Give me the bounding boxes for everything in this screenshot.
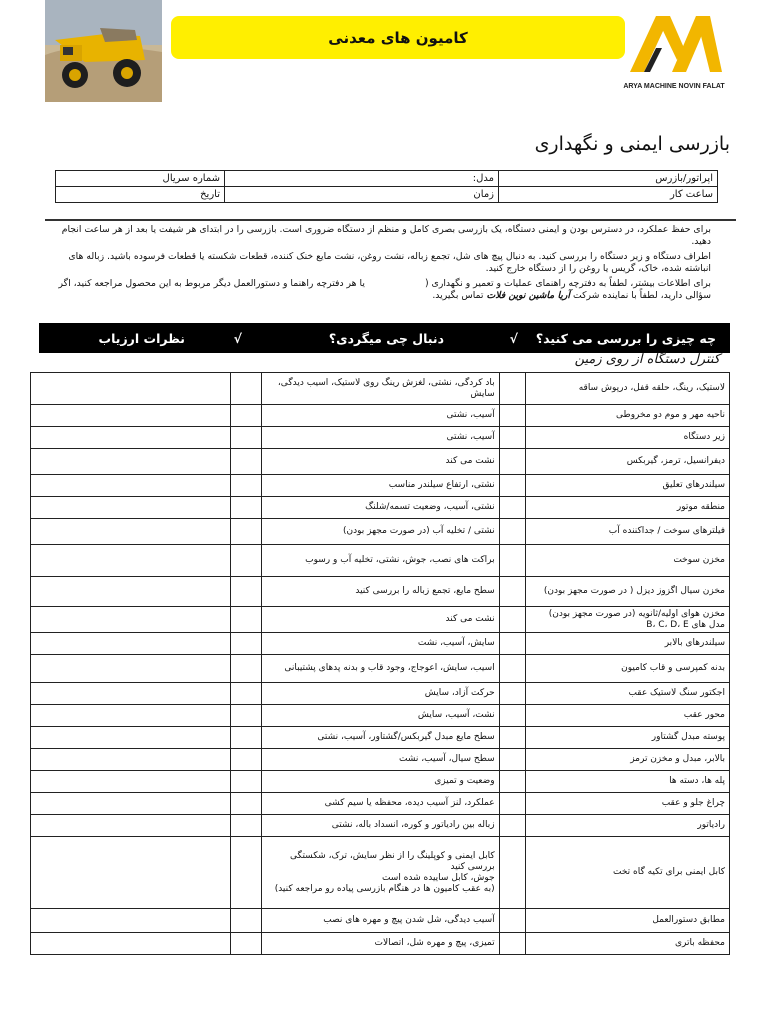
check-cell[interactable]	[231, 815, 262, 837]
check-cell[interactable]	[231, 545, 262, 577]
table-row	[31, 427, 730, 449]
item-cell: کابل ایمنی برای تکیه گاه تخت	[526, 837, 730, 909]
comments-cell[interactable]	[31, 815, 231, 837]
look-for-cell: حرکت آزاد، سایش	[261, 683, 499, 705]
checklist-table	[30, 372, 730, 955]
comments-cell[interactable]	[31, 607, 231, 633]
check-cell[interactable]	[499, 373, 526, 405]
check-cell[interactable]	[231, 771, 262, 793]
item-cell: بالابر، مبدل و مخزن ترمز	[526, 749, 730, 771]
check-cell[interactable]	[499, 545, 526, 577]
item-cell: زیر دستگاه	[526, 427, 730, 449]
comments-cell[interactable]	[31, 475, 231, 497]
header-check-mark-2: √	[233, 331, 242, 346]
table-row	[31, 815, 730, 837]
table-row	[31, 607, 730, 633]
comments-cell[interactable]	[31, 727, 231, 749]
hours-label: ساعت کار	[499, 187, 718, 203]
header-look-for: دنبال چی میگردی؟	[328, 331, 444, 346]
operator-label: اپراتور/بازرس	[499, 171, 718, 187]
look-for-cell: کابل ایمنی و کوپلینگ را از نظر سایش، ترک، شکستگی بررسی کنید جوش، کابل ساییده شده است (به عقب کامیون ها در هنگام بازرسی پیاده رو مراجعه کنید)	[261, 837, 499, 909]
table-row	[31, 837, 730, 909]
check-cell[interactable]	[231, 837, 262, 909]
check-cell[interactable]	[499, 607, 526, 633]
check-cell[interactable]	[499, 727, 526, 749]
look-for-cell: سطح مایع مبدل گیربکس/گشتاور، آسیب، نشتی	[261, 727, 499, 749]
table-row	[31, 577, 730, 607]
comments-cell[interactable]	[31, 683, 231, 705]
check-cell[interactable]	[231, 793, 262, 815]
look-for-cell: نشتی، ارتفاع سیلندر مناسب	[261, 475, 499, 497]
check-cell[interactable]	[231, 909, 262, 933]
look-for-cell: عملکرد، لنز آسیب دیده، محفظه یا سیم کشی	[261, 793, 499, 815]
comments-cell[interactable]	[31, 519, 231, 545]
table-row	[31, 727, 730, 749]
table-row	[31, 655, 730, 683]
check-cell[interactable]	[499, 771, 526, 793]
table-row	[31, 933, 730, 955]
item-cell: پوسته مبدل گشتاور	[526, 727, 730, 749]
item-cell: پله ها، دسته ها	[526, 771, 730, 793]
table-row	[31, 749, 730, 771]
check-cell[interactable]	[231, 577, 262, 607]
intro-paragraph-2: اطراف دستگاه و زیر دستگاه را بررسی کنید. به دنبال پیچ های شل، تجمع زباله، نشت روغن، نشت مایع خنک کننده، قطعات شکسته یا قطعات فرسوده باشید. زباله های انباشته شده، خاک، گریس یا روغن را از دستگاه خارج کنید.	[68, 251, 711, 274]
look-for-cell: زباله بین رادیاتور و کوره، انسداد باله، نشتی	[261, 815, 499, 837]
mining-truck-image	[45, 0, 162, 102]
check-cell[interactable]	[231, 497, 262, 519]
table-row	[31, 793, 730, 815]
comments-cell[interactable]	[31, 655, 231, 683]
banner-title: کامیون های معدنی	[328, 28, 468, 47]
table-row	[31, 633, 730, 655]
look-for-cell: نشتی / تخلیه آب (در صورت مجهز بودن)	[261, 519, 499, 545]
table-row	[31, 373, 730, 405]
comments-cell[interactable]	[31, 545, 231, 577]
table-row	[31, 449, 730, 475]
table-row	[31, 705, 730, 727]
item-cell: مخزن سیال اگزوز دیزل ( در صورت مجهز بودن)	[526, 577, 730, 607]
check-cell[interactable]	[499, 933, 526, 955]
item-cell: محفظه باتری	[526, 933, 730, 955]
time-label: زمان	[225, 187, 499, 203]
comments-cell[interactable]	[31, 449, 231, 475]
check-cell[interactable]	[499, 449, 526, 475]
company-logo	[622, 8, 727, 94]
check-cell[interactable]	[231, 475, 262, 497]
table-row	[31, 405, 730, 427]
serial-label: شماره سریال	[56, 171, 225, 187]
check-cell[interactable]	[231, 449, 262, 475]
look-for-cell: آسیب، نشتی	[261, 427, 499, 449]
check-cell[interactable]	[231, 633, 262, 655]
item-cell: چراغ جلو و عقب	[526, 793, 730, 815]
item-cell: رادیاتور	[526, 815, 730, 837]
comments-cell[interactable]	[31, 405, 231, 427]
check-cell[interactable]	[499, 683, 526, 705]
comments-cell[interactable]	[31, 749, 231, 771]
check-cell[interactable]	[499, 405, 526, 427]
look-for-cell: باد کردگی، نشتی، لغزش رینگ روی لاستیک، اسیب دیدگی، سایش	[261, 373, 499, 405]
check-cell[interactable]	[499, 497, 526, 519]
item-cell: سیلندرهای بالابر	[526, 633, 730, 655]
table-row	[31, 545, 730, 577]
table-row	[31, 683, 730, 705]
check-cell[interactable]	[499, 475, 526, 497]
checklist-header	[39, 323, 730, 353]
intro-text	[45, 224, 711, 305]
look-for-cell: نشت می کند	[261, 607, 499, 633]
table-row	[31, 497, 730, 519]
check-cell[interactable]	[231, 727, 262, 749]
check-cell[interactable]	[231, 933, 262, 955]
check-cell[interactable]	[499, 427, 526, 449]
check-cell[interactable]	[499, 749, 526, 771]
item-cell: محور عقب	[526, 705, 730, 727]
header-banner	[171, 16, 625, 59]
look-for-cell: آسیب دیدگی، شل شدن پیچ و مهره های نصب	[261, 909, 499, 933]
look-for-cell: براکت های نصب، جوش، نشتی، تخلیه آب و رسوب	[261, 545, 499, 577]
look-for-cell: سطح مایع، تجمع زباله را بررسی کنید	[261, 577, 499, 607]
check-cell[interactable]	[231, 373, 262, 405]
comments-cell[interactable]	[31, 909, 231, 933]
info-table	[55, 170, 718, 203]
check-cell[interactable]	[231, 683, 262, 705]
comments-cell[interactable]	[31, 427, 231, 449]
item-cell: فیلترهای سوخت / جداکننده آب	[526, 519, 730, 545]
look-for-cell: سایش، آسیب، نشت	[261, 633, 499, 655]
check-cell[interactable]	[231, 655, 262, 683]
comments-cell[interactable]	[31, 771, 231, 793]
comments-cell[interactable]	[31, 373, 231, 405]
check-cell[interactable]	[499, 655, 526, 683]
item-cell: مخزن هوای اولیه/ثانویه (در صورت مجهز بودن) مدل های B، C، D، E	[526, 607, 730, 633]
comments-cell[interactable]	[31, 633, 231, 655]
divider	[45, 219, 736, 221]
look-for-cell: اسیب، سایش، اعوجاج، وجود قاب و بدنه پدهای پشتیبانی	[261, 655, 499, 683]
check-cell[interactable]	[499, 519, 526, 545]
intro-paragraph-3: برای اطلاعات بیشتر، لطفاً به دفترچه راهنمای عملیات و تعمیر و نگهداری (یا هر دفترچه راهنما و دستورالعمل دیگر مربوط به این محصول مراجعه کنید، اگر سؤالی دارید، لطفاً با نماینده شرکت آریا ماشین نوین فلات تماس بگیرید.	[58, 278, 711, 301]
model-label: مدل:	[225, 171, 499, 187]
look-for-cell: نشت می کند	[261, 449, 499, 475]
table-row	[31, 519, 730, 545]
table-row	[31, 771, 730, 793]
comments-cell[interactable]	[31, 577, 231, 607]
comments-cell[interactable]	[31, 933, 231, 955]
header-check-mark: √	[509, 331, 518, 346]
check-cell[interactable]	[231, 405, 262, 427]
look-for-cell: تمیزی، پیچ و مهره شل، اتصالات	[261, 933, 499, 955]
check-cell[interactable]	[231, 519, 262, 545]
comments-cell[interactable]	[31, 497, 231, 519]
look-for-cell: نشت، آسیب، سایش	[261, 705, 499, 727]
company-name: آریا ماشین نوین فلات	[486, 289, 570, 301]
check-cell[interactable]	[499, 793, 526, 815]
check-cell[interactable]	[499, 909, 526, 933]
check-cell[interactable]	[231, 749, 262, 771]
check-cell[interactable]	[499, 633, 526, 655]
item-cell: بدنه کمپرسی و قاب کامیون	[526, 655, 730, 683]
logo-text: ARYA MACHINE NOVIN FALAT	[623, 83, 725, 90]
intro-paragraph-1: برای حفظ عملکرد، در دسترس بودن و ایمنی دستگاه، یک بازرسی بصری کامل و منظم از دستگاه ضروری است. بازرسی را در ابتدای هر شیفت یا بعد از هر ساعت انجام دهید.	[61, 224, 711, 247]
check-cell[interactable]	[499, 837, 526, 909]
section-title: کنترل دستگاه از روی زمین	[574, 352, 720, 367]
check-cell[interactable]	[231, 607, 262, 633]
item-cell: لاستیک، رینگ، حلقه قفل، درپوش ساقه	[526, 373, 730, 405]
item-cell: مخزن سوخت	[526, 545, 730, 577]
table-row	[31, 475, 730, 497]
date-label: تاریخ	[56, 187, 225, 203]
item-cell: منطقه موتور	[526, 497, 730, 519]
table-row	[31, 909, 730, 933]
comments-cell[interactable]	[31, 705, 231, 727]
look-for-cell: آسیب، نشتی	[261, 405, 499, 427]
item-cell: اجکتور سنگ لاستیک عقب	[526, 683, 730, 705]
comments-cell[interactable]	[31, 837, 231, 909]
item-cell: سیلندرهای تعلیق	[526, 475, 730, 497]
check-cell[interactable]	[499, 815, 526, 837]
look-for-cell: نشتی، آسیب، وضعیت تسمه/شلنگ	[261, 497, 499, 519]
page-title: بازرسی ایمنی و نگهداری	[534, 133, 730, 155]
check-cell[interactable]	[499, 705, 526, 727]
item-cell: مطابق دستورالعمل	[526, 909, 730, 933]
check-cell[interactable]	[231, 427, 262, 449]
item-cell: دیفرانسیل، ترمز، گیربکس	[526, 449, 730, 475]
look-for-cell: وضعیت و تمیزی	[261, 771, 499, 793]
check-cell[interactable]	[499, 577, 526, 607]
check-cell[interactable]	[231, 705, 262, 727]
look-for-cell: سطح سیال، آسیب، نشت	[261, 749, 499, 771]
header-comments: نظرات ارزیاب	[98, 331, 185, 346]
item-cell: ناحیه مهر و موم دو مخروطی	[526, 405, 730, 427]
comments-cell[interactable]	[31, 793, 231, 815]
header-what: چه چیزی را بررسی می کنید؟	[535, 331, 716, 346]
